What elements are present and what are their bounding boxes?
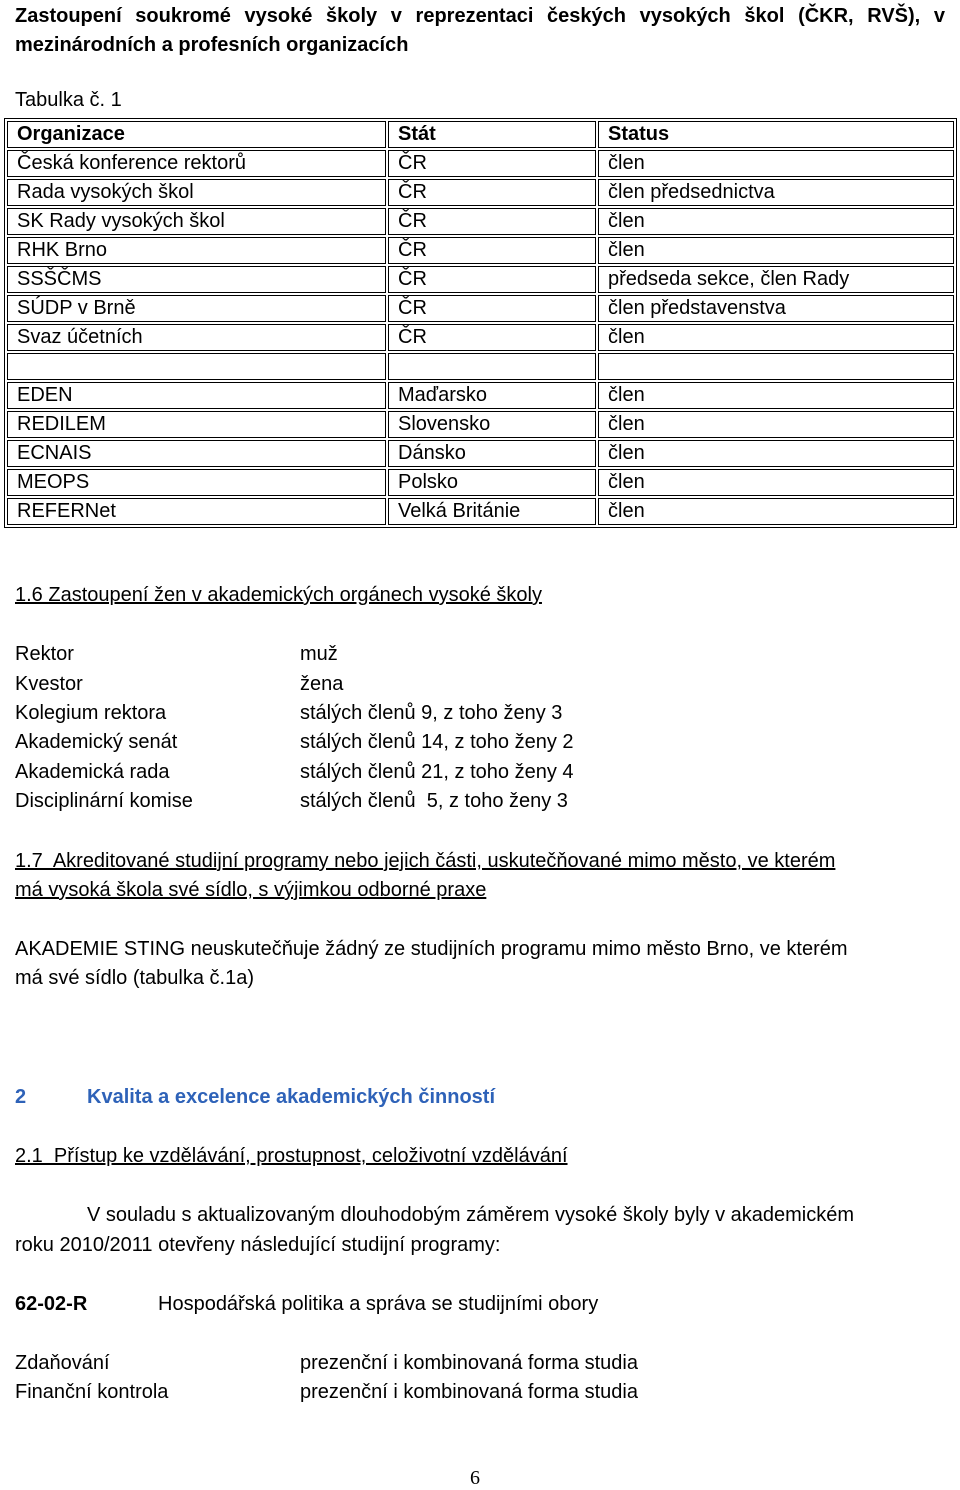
table-cell: Svaz účetních bbox=[7, 324, 386, 351]
table-header-row bbox=[7, 121, 954, 148]
program-name: Hospodářská politika a správa se studijními obory bbox=[158, 1293, 599, 1315]
officer-value: muž bbox=[300, 643, 338, 665]
table-cell: RHK Brno bbox=[7, 237, 386, 264]
table-row bbox=[7, 382, 954, 409]
table-cell: ČR bbox=[388, 208, 596, 235]
table-row bbox=[7, 469, 954, 496]
table-cell: ČR bbox=[388, 324, 596, 351]
table-cell: Velká Británie bbox=[388, 498, 596, 525]
chapter-number: 2 bbox=[15, 1086, 27, 1108]
section-1-7-text-line1: AKADEMIE STING neuskutečňuje žádný ze studijních programu mimo město Brno, ve kterém bbox=[15, 938, 848, 960]
table-cell: EDEN bbox=[7, 382, 386, 409]
table-cell: Rada vysokých škol bbox=[7, 179, 386, 206]
body-label: Akademická rada bbox=[15, 761, 170, 783]
table-cell: člen bbox=[598, 498, 954, 525]
field-form: prezenční i kombinovaná forma studia bbox=[300, 1381, 638, 1403]
field-name: Finanční kontrola bbox=[15, 1381, 169, 1403]
section-heading-1-7-line2: má vysoká škola své sídlo, s výjimkou odborné praxe bbox=[15, 879, 487, 901]
table-row bbox=[7, 237, 954, 264]
table-cell: Maďarsko bbox=[388, 382, 596, 409]
table-cell: Dánsko bbox=[388, 440, 596, 467]
table-cell bbox=[598, 353, 954, 380]
body-value: stálých členů 21, z toho ženy 4 bbox=[300, 761, 574, 783]
officer-label: Kvestor bbox=[15, 673, 83, 695]
section-2-1-text-line1: V souladu s aktualizovaným dlouhodobým záměrem vysoké školy byly v akademickém bbox=[87, 1204, 855, 1226]
table-cell: Česká konference rektorů bbox=[7, 150, 386, 177]
document-title: Zastoupení soukromé vysoké školy v reprezentaci českých vysokých škol (ČKR, RVŠ), v mezinárodních a profesních organizacích bbox=[15, 5, 945, 56]
body-value: stálých členů 5, z toho ženy 3 bbox=[300, 790, 568, 812]
table-cell: předseda sekce, člen Rady bbox=[598, 266, 954, 293]
table-row bbox=[7, 179, 954, 206]
table-cell: SSŠČMS bbox=[7, 266, 386, 293]
table-cell: SÚDP v Brně bbox=[7, 295, 386, 322]
table-row bbox=[7, 411, 954, 438]
table-row bbox=[7, 440, 954, 467]
column-header-stat: Stát bbox=[388, 121, 596, 148]
section-2-1-text-line2: roku 2010/2011 otevřeny následující studijní programy: bbox=[15, 1234, 501, 1256]
table-row bbox=[7, 498, 954, 525]
table-cell: člen bbox=[598, 237, 954, 264]
column-header-status: Status bbox=[598, 121, 954, 148]
table-cell: člen bbox=[598, 469, 954, 496]
officer-label: Rektor bbox=[15, 643, 74, 665]
table-row bbox=[7, 295, 954, 322]
table-cell: člen předsednictva bbox=[598, 179, 954, 206]
table-cell: ČR bbox=[388, 179, 596, 206]
table-cell: Polsko bbox=[388, 469, 596, 496]
table-row bbox=[7, 266, 954, 293]
table-cell: člen bbox=[598, 150, 954, 177]
chapter-title: Kvalita a excelence akademických činností bbox=[87, 1086, 495, 1108]
table-cell: MEOPS bbox=[7, 469, 386, 496]
organizations-table bbox=[4, 118, 957, 528]
table-cell: člen bbox=[598, 324, 954, 351]
table-row bbox=[7, 150, 954, 177]
table-row bbox=[7, 324, 954, 351]
field-form: prezenční i kombinovaná forma studia bbox=[300, 1352, 638, 1374]
table-cell: SK Rady vysokých škol bbox=[7, 208, 386, 235]
table-cell: Slovensko bbox=[388, 411, 596, 438]
table-row bbox=[7, 208, 954, 235]
table-cell: ČR bbox=[388, 150, 596, 177]
table-caption: Tabulka č. 1 bbox=[15, 89, 122, 111]
body-value: stálých členů 14, z toho ženy 2 bbox=[300, 731, 574, 753]
table-cell: člen bbox=[598, 440, 954, 467]
table-cell: člen představenstva bbox=[598, 295, 954, 322]
table-cell: ČR bbox=[388, 237, 596, 264]
section-heading-2-1: 2.1 Přístup ke vzdělávání, prostupnost, celoživotní vzdělávání bbox=[15, 1145, 568, 1167]
table-cell bbox=[7, 353, 386, 380]
body-label: Akademický senát bbox=[15, 731, 178, 753]
table-cell: REDILEM bbox=[7, 411, 386, 438]
table-cell: ČR bbox=[388, 266, 596, 293]
section-heading-1-7-line1: 1.7 Akreditované studijní programy nebo jejich části, uskutečňované mimo město, ve kterém bbox=[15, 850, 836, 872]
table-cell: člen bbox=[598, 411, 954, 438]
table-row-empty bbox=[7, 353, 954, 380]
body-label: Disciplinární komise bbox=[15, 790, 193, 812]
page-number: 6 bbox=[470, 1467, 480, 1489]
table-cell: ČR bbox=[388, 295, 596, 322]
body-value: stálých členů 9, z toho ženy 3 bbox=[300, 702, 563, 724]
officer-value: žena bbox=[300, 673, 344, 695]
section-heading-1-6: 1.6 Zastoupení žen v akademických orgánech vysoké školy bbox=[15, 584, 542, 606]
body-label: Kolegium rektora bbox=[15, 702, 167, 724]
field-name: Zdaňování bbox=[15, 1352, 110, 1374]
table-cell: člen bbox=[598, 382, 954, 409]
table-cell: člen bbox=[598, 208, 954, 235]
section-1-7-text-line2: má své sídlo (tabulka č.1a) bbox=[15, 967, 254, 989]
table-cell bbox=[388, 353, 596, 380]
program-code: 62-02-R bbox=[15, 1293, 88, 1315]
column-header-organizace: Organizace bbox=[7, 121, 386, 148]
table-cell: REFERNet bbox=[7, 498, 386, 525]
table-cell: ECNAIS bbox=[7, 440, 386, 467]
